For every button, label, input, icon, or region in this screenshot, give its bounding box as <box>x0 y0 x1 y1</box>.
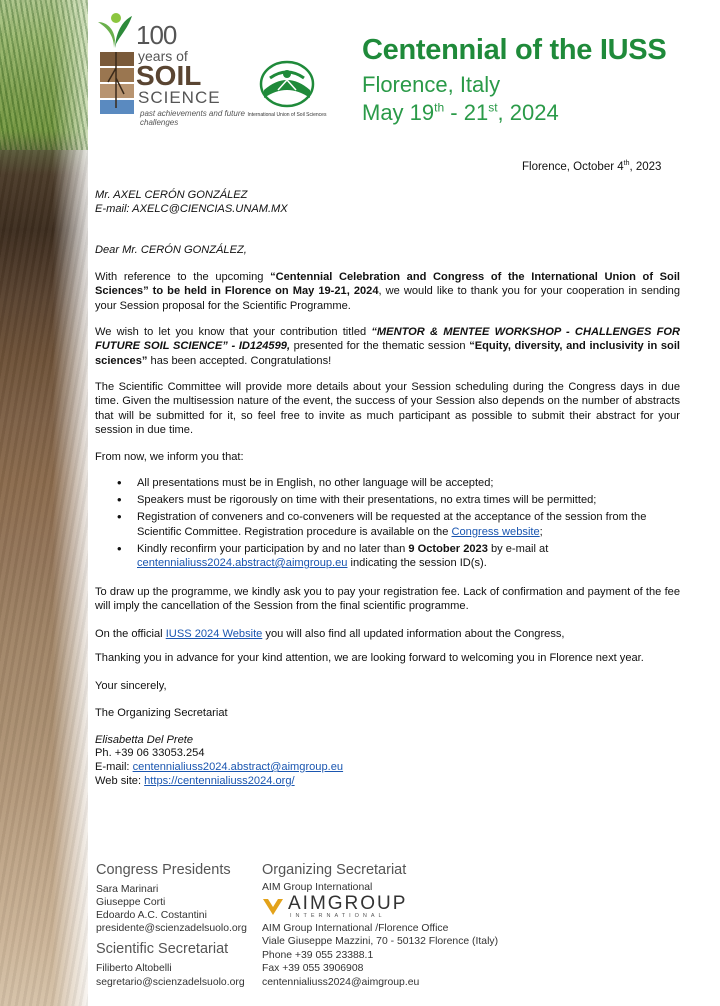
grass-image <box>0 0 88 150</box>
paragraph-4: From now, we inform you that: <box>95 451 244 463</box>
iuss-caption: International Union of Soil Sciences <box>247 112 327 118</box>
100-years-soil-science-logo <box>94 8 254 126</box>
sci-secretariat-name: Filiberto Altobelli <box>96 963 172 974</box>
iuss-website-link[interactable]: IUSS 2024 Website <box>165 628 263 640</box>
recipient-name: Mr. AXEL CERÓN GONZÁLEZ <box>95 189 248 201</box>
salutation: Dear Mr. CERÓN GONZÁLEZ, <box>95 244 247 256</box>
logo-science-text: SCIENCE <box>138 88 221 107</box>
org-secretariat-company: AIM Group International <box>262 882 373 893</box>
page-title: Centennial of the IUSS <box>362 34 667 66</box>
logo-soil-text: SOIL <box>136 60 202 91</box>
aim-logo-subtext: INTERNATIONAL <box>290 913 386 919</box>
presidents-heading: Congress Presidents <box>96 862 231 878</box>
list-item: • Registration of conveners and co-conveners will be requested at the acceptance of the session from the Scientific Committee. Registration procedure is available on the Congress website; <box>117 510 680 538</box>
president-name: Edoardo A.C. Costantini <box>96 910 207 921</box>
office-phone: Phone +39 055 23388.1 <box>262 950 374 961</box>
aim-group-logo <box>262 895 412 921</box>
closing: Your sincerely, <box>95 680 167 692</box>
logo-tagline: past achievements and future challenges <box>140 109 245 127</box>
presidents-email: presidente@scienzadelsuolo.org <box>96 923 247 934</box>
logo-100-text: 100 <box>136 20 177 50</box>
paragraph-7: Thanking you in advance for your kind attention, we are looking forward to welcoming you in Florence next year. <box>95 652 644 664</box>
aim-triangle-icon <box>262 897 284 917</box>
rules-list <box>117 476 680 573</box>
list-item: • All presentations must be in English, no other language will be accepted; <box>117 476 680 490</box>
paragraph-2: We wish to let you know that your contribution titled “MENTOR & MENTEE WORKSHOP - CHALLENGES FOR FUTURE SOIL SCIENCE” - ID124599, presented for the thematic session “Equity, diversity, and inclusivity in soil sciences” has been accepted. Congratulations! <box>95 326 680 367</box>
event-dates: May 19th - 21st, 2024 <box>362 100 559 125</box>
sprout-icon <box>94 8 136 118</box>
recipient-email: E-mail: AXELC@CIENCIAS.UNAM.MX <box>95 203 288 215</box>
iuss-emblem-icon <box>242 60 332 130</box>
signatory-phone: Ph. +39 06 33053.254 <box>95 747 205 759</box>
paragraph-1: With reference to the upcoming “Centennial Celebration and Congress of the International Union of Soil Sciences” to be held in Florence on May 19-21, 2024, we would like to thank you for your cooperation in sending your Session proposal for the Scientific Programme. <box>95 271 681 312</box>
signatory-name: Elisabetta Del Prete <box>95 734 194 746</box>
signatory-website-link[interactable]: https://centennialiuss2024.org/ <box>144 775 295 787</box>
abstract-email-link[interactable]: centennialiuss2024.abstract@aimgroup.eu <box>137 557 348 570</box>
paragraph-6: On the official IUSS 2024 Website you will also find all updated information about the Congress, <box>95 628 565 640</box>
office-name: AIM Group International /Florence Office <box>262 923 449 934</box>
org-secretariat-heading: Organizing Secretariat <box>262 862 407 878</box>
office-email: centennialiuss2024@aimgroup.eu <box>262 977 420 988</box>
office-fax: Fax +39 055 3906908 <box>262 963 364 974</box>
paragraph-5: To draw up the programme, we kindly ask you to pay your registration fee. Lack of confirmation and payment of the fee will imply the cancellation of the Session from the final scientific programme. <box>95 586 680 613</box>
congress-website-link[interactable]: Congress website <box>451 525 540 538</box>
office-address: Viale Giuseppe Mazzini, 70 - 50132 Florence (Italy) <box>262 936 499 947</box>
president-name: Sara Marinari <box>96 884 159 895</box>
list-item: • Speakers must be rigorously on time with their presentations, no extra times will be permitted; <box>117 493 680 507</box>
sci-secretariat-heading: Scientific Secretariat <box>96 941 229 957</box>
paragraph-3: The Scientific Committee will provide more details about your Session scheduling during the Congress days in due time. Given the multisession nature of the event, the success of your Session also depends on the number of abstracts that will be submitted for it, so feel free to invite as much participant as possible to submit their abstract for your session in due time. <box>95 381 680 436</box>
sci-secretariat-email: segretario@scienzadelsuolo.org <box>96 977 245 988</box>
logo-years-text: years of <box>138 48 188 64</box>
list-item: • Kindly reconfirm your participation by and no later than 9 October 2023 by e-mail at centennialiuss2024.abstract@aimgroup.eu indicating the session ID(s). <box>117 542 680 570</box>
aim-logo-text: AIMGROUP <box>288 893 408 914</box>
signatory-email-link[interactable]: centennialiuss2024.abstract@aimgroup.eu <box>132 761 344 773</box>
signatory-org: The Organizing Secretariat <box>95 707 228 719</box>
soil-profile-image <box>0 0 88 1006</box>
signatory-email: E-mail: centennialiuss2024.abstract@aimgroup.eu <box>95 761 344 773</box>
signatory-website: Web site: https://centennialiuss2024.org/ <box>95 775 295 787</box>
president-name: Giuseppe Corti <box>96 897 166 908</box>
event-place: Florence, Italy <box>362 72 501 97</box>
letter-date: Florence, October 4th, 2023 <box>522 160 662 173</box>
